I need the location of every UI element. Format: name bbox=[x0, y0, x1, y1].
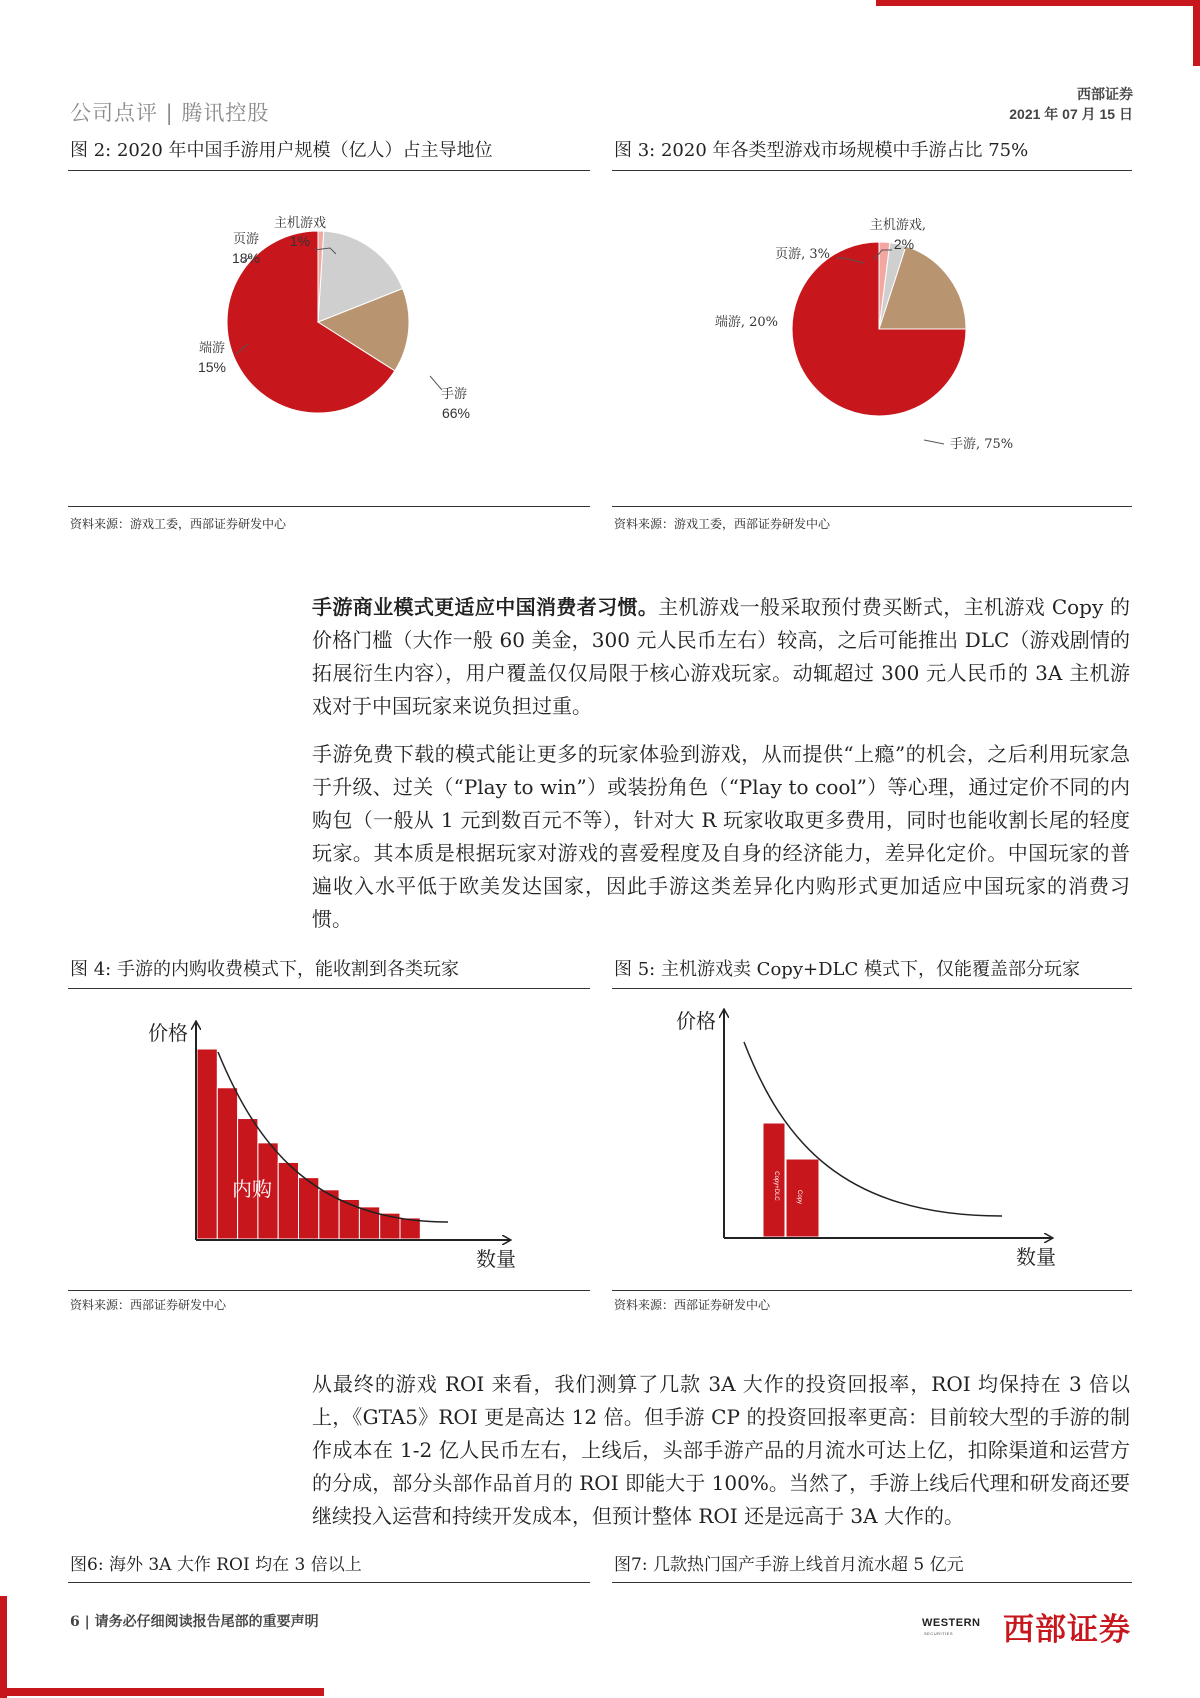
pie3-slices bbox=[792, 242, 966, 416]
report-section-label: 公司点评 | 腾讯控股 bbox=[70, 101, 270, 125]
figure-2-pie-chart bbox=[68, 172, 592, 502]
pie3-leader-mobile bbox=[924, 440, 944, 444]
figure-5-top-rule bbox=[612, 988, 1132, 989]
fig5-y-label: 价格 bbox=[676, 1009, 716, 1033]
figure-6-title: 图6: 海外 3A 大作 ROI 均在 3 倍以上 bbox=[70, 1555, 362, 1575]
corner-decoration-top-right bbox=[876, 0, 1200, 6]
figure-5-bottom-rule bbox=[612, 1290, 1132, 1291]
figure-2-source: 资料来源：游戏工委，西部证券研发中心 bbox=[70, 517, 287, 531]
fig4-bar-0 bbox=[197, 1049, 217, 1239]
figure-4-bottom-rule bbox=[68, 1290, 590, 1291]
pie3-label-console: 主机游戏, bbox=[869, 218, 927, 233]
fig4-bar-4 bbox=[278, 1162, 298, 1239]
fig5-x-label: 数量 bbox=[1016, 1245, 1056, 1269]
fig4-bar-1 bbox=[217, 1088, 237, 1239]
figure-3-source: 资料来源：游戏工委，西部证券研发中心 bbox=[614, 517, 831, 531]
pie2-pct-pc: 15% bbox=[197, 359, 227, 375]
figure-5-source: 资料来源：西部证券研发中心 bbox=[614, 1298, 771, 1312]
corner-decoration-bottom-left bbox=[0, 1688, 324, 1696]
pie2-pct-mobile: 66% bbox=[441, 405, 471, 421]
figure-3-bottom-rule bbox=[612, 506, 1132, 507]
figure-7-title: 图7: 几款热门国产手游上线首月流水超 5 亿元 bbox=[614, 1555, 964, 1575]
footer-page-info bbox=[70, 1611, 319, 1631]
paragraph-2: 手游免费下载的模式能让更多的玩家体验到游戏，从而提供“上瘾”的机会，之后利用玩家急于升级、过关（“Play to win”）或装扮角色（“Play to cool”）等心理，通过定价不同的内购包（一般从 1 元到数百元不等），针对大 R 玩家收取更多费用，同时也能收割长尾的轻度玩家。其本质是根据玩家对游戏的喜爱程度及自身的经济能力，差异化定价。中国玩家的普遍收入水平低于欧美发达国家，因此手游这类差异化内购形式更加适应中国玩家的消费习惯。 bbox=[312, 742, 1130, 931]
fig4-y-label: 价格 bbox=[148, 1021, 188, 1045]
report-date: 2021 年 07 月 15 日 bbox=[1009, 106, 1133, 122]
paragraph-1-lead: 手游商业模式更适应中国消费者习惯。 bbox=[312, 595, 659, 619]
figure-4-title: 图 4: 手游的内购收费模式下，能收割到各类玩家 bbox=[70, 959, 459, 980]
pie3-label-mobile: 手游, 75% bbox=[950, 437, 1014, 452]
page-number: 6 bbox=[70, 1614, 80, 1630]
corner-decoration-top-right-vertical bbox=[1193, 0, 1200, 66]
paragraph-1-text: 主机游戏一般采取预付费买断式，主机游戏 Copy 的价格门槛（大作一般 60 美金，300 元人民币左右）较高，之后可能推出 DLC（游戏剧情的拓展衍生内容），用户覆盖仅仅局限于核心游戏玩家。动辄超过 300 元人民币的 3A 主机游戏对于中国玩家来说负担过重。 bbox=[312, 595, 1130, 718]
paragraph-1 bbox=[312, 591, 1130, 723]
paragraph-3: 从最终的游戏 ROI 来看，我们测算了几款 3A 大作的投资回报率，ROI 均保持在 3 倍以上，《GTA5》ROI 更是高达 12 倍。但手游 CP 的投资回报率更高：目前较大型的手游的制作成本在 1-2 亿人民币左右，上线后，头部手游产品的月流水可达上亿，扣除渠道和运营方的分成，部分头部作品首月的 ROI 即能大于 100%。当然了，手游上线后代理和研发商还要继续投入运营和持续开发成本，但预计整体 ROI 还是远高于 3A 大作的。 bbox=[312, 1372, 1130, 1528]
figure-2-bottom-rule bbox=[68, 506, 590, 507]
figure-6-top-rule bbox=[68, 1582, 590, 1583]
figure-2-top-rule bbox=[68, 170, 590, 171]
fig4-bars bbox=[197, 1049, 420, 1239]
logo-securities-text: SECURITIES bbox=[924, 1631, 954, 1636]
figure-4-top-rule bbox=[68, 988, 590, 989]
fig4-inner-label: 内购 bbox=[232, 1177, 272, 1201]
figure-7-top-rule bbox=[612, 1582, 1132, 1583]
figure-5-title: 图 5: 主机游戏卖 Copy+DLC 模式下，仅能覆盖部分玩家 bbox=[614, 959, 1080, 980]
figure-5-demand-chart bbox=[612, 990, 1134, 1290]
fig4-x-label: 数量 bbox=[476, 1247, 516, 1271]
figure-4-demand-chart bbox=[68, 990, 592, 1290]
logo-western-text: WESTERN bbox=[922, 1617, 981, 1629]
pie3-label-pc: 端游, 20% bbox=[714, 315, 778, 330]
logo-brand-cn: 西部证券 bbox=[1003, 1612, 1131, 1648]
footer-disclaimer: | 请务必仔细阅读报告尾部的重要声明 bbox=[84, 1614, 319, 1630]
fig5-bar1-label: Copy+DLC bbox=[773, 1171, 779, 1201]
pie3-label-web: 页游, 3% bbox=[775, 247, 830, 262]
header-brand: 西部证券 bbox=[1077, 87, 1133, 103]
fig5-bar2-label: Copy bbox=[796, 1189, 802, 1205]
figure-4-source: 资料来源：西部证券研发中心 bbox=[70, 1298, 227, 1312]
pie2-label-web: 页游 bbox=[232, 232, 260, 247]
fig4-bar-7 bbox=[339, 1199, 359, 1239]
pie2-pct-console: 1% bbox=[289, 233, 311, 249]
figure-2-title: 图 2: 2020 年中国手游用户规模（亿人）占主导地位 bbox=[70, 140, 493, 161]
pie3-pct-console: 2% bbox=[893, 236, 915, 252]
pie2-label-mobile: 手游 bbox=[440, 387, 468, 402]
figure-3-top-rule bbox=[612, 170, 1132, 171]
pie2-label-console: 主机游戏 bbox=[273, 216, 327, 231]
figure-3-pie-chart bbox=[612, 172, 1134, 502]
corner-decoration-bottom-left-vertical bbox=[0, 1596, 7, 1698]
pie2-label-pc: 端游 bbox=[198, 341, 226, 356]
pie2-pct-web: 18% bbox=[231, 250, 261, 266]
figure-3-title: 图 3: 2020 年各类型游戏市场规模中手游占比 75% bbox=[614, 140, 1029, 161]
